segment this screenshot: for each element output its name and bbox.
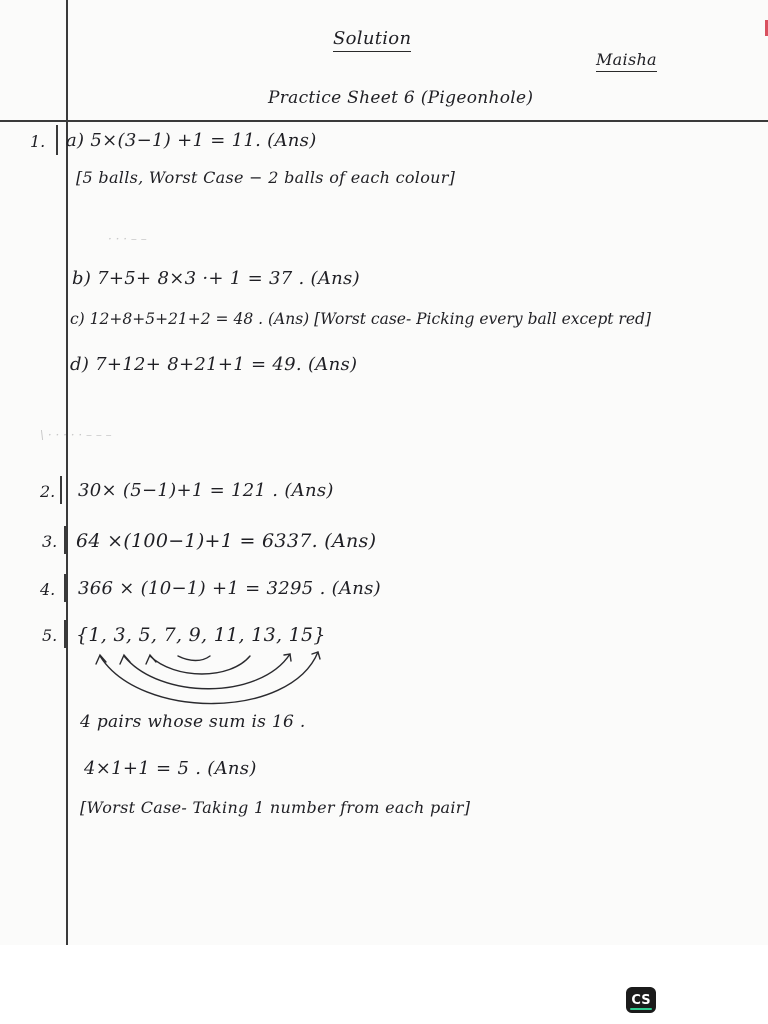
- arc-5-11: [150, 656, 250, 674]
- question-number-3: 3.: [42, 532, 58, 551]
- pairs-statement: 4 pairs whose sum is 16 .: [80, 712, 306, 732]
- answer-5: 4×1+1 = 5 . (Ans): [84, 758, 257, 779]
- arc-7-9: [178, 656, 210, 661]
- arrowhead: [146, 655, 156, 664]
- question-number-4: 4.: [40, 580, 56, 599]
- answer-1d: d) 7+12+ 8+21+1 = 49. (Ans): [70, 354, 358, 375]
- arrowhead: [120, 655, 130, 664]
- question-number-5: 5.: [42, 626, 58, 645]
- author-name: Maisha: [596, 50, 657, 72]
- arc-3-13: [124, 654, 290, 689]
- sheet-subtitle: Practice Sheet 6 (Pigeonhole): [268, 88, 534, 108]
- answer-3: 64 ×(100−1)+1 = 6337. (Ans): [76, 530, 377, 552]
- number-set: {1, 3, 5, 7, 9, 11, 13, 15}: [76, 624, 326, 646]
- logo-label: CS: [631, 992, 651, 1008]
- answer-1a: a) 5×(3−1) +1 = 11. (Ans): [66, 130, 317, 151]
- answer-4: 366 × (10−1) +1 = 3295 . (Ans): [78, 578, 381, 599]
- answer-1b: b) 7+5+ 8×3 ·+ 1 = 37 . (Ans): [72, 268, 360, 289]
- page-title: Solution: [333, 28, 411, 52]
- answer-2: 30× (5−1)+1 = 121 . (Ans): [78, 480, 334, 501]
- camscanner-logo: [626, 987, 656, 1013]
- bleed-through-mark: · · · – –: [108, 232, 147, 246]
- answer-1c: c) 12+8+5+21+2 = 48 . (Ans) [Worst case- Picking every ball except red]: [70, 310, 651, 328]
- question-number-1: 1.: [30, 132, 46, 151]
- question-number-2: 2.: [40, 482, 56, 501]
- bleed-through-mark: \ · · · · · – – –: [40, 428, 112, 442]
- answer-1a-note: [5 balls, Worst Case − 2 balls of each colour]: [76, 168, 456, 187]
- answer-5-note: [Worst Case- Taking 1 number from each pair]: [80, 798, 471, 817]
